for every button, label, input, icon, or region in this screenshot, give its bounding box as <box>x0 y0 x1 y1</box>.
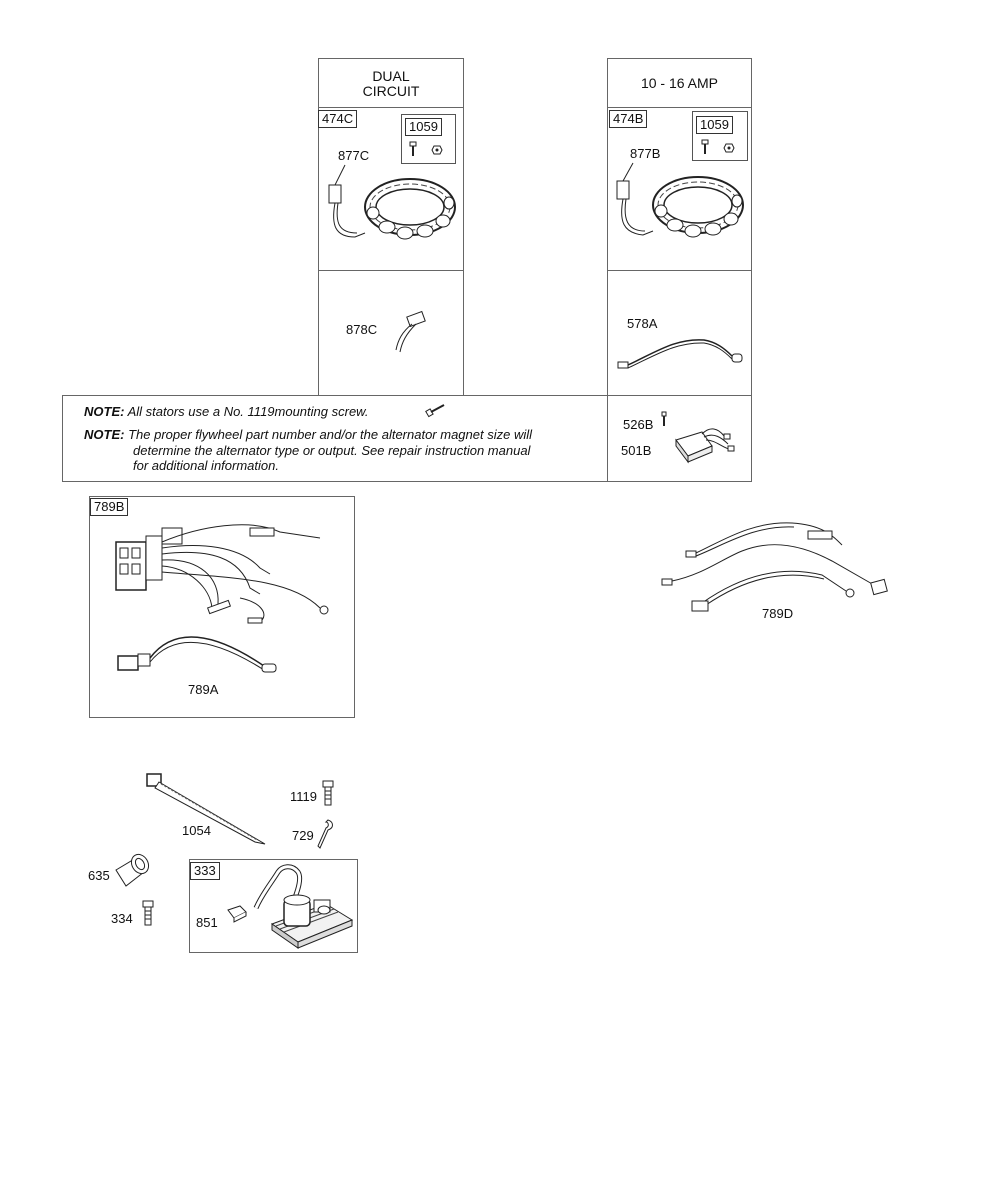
note-1-prefix: NOTE: <box>84 404 125 419</box>
clip-729-label: 729 <box>292 828 314 843</box>
lead-578a-icon <box>616 334 746 374</box>
note-2-line2: determine the alternator type or output. See repair instruction manual <box>133 443 531 458</box>
lead-878c-icon <box>392 308 436 354</box>
hardware-1059-label-amp: 1059 <box>696 116 733 134</box>
connector-877c-label: 877C <box>338 148 370 163</box>
harness-789d-label: 789D <box>762 606 794 621</box>
note-2-line3: for additional information. <box>133 458 279 473</box>
clip-851-icon <box>226 904 248 924</box>
harness-789d-icon <box>662 515 902 615</box>
amp-header: 10 - 16 AMP <box>640 75 719 91</box>
harness-789a-label: 789A <box>188 682 219 697</box>
grommet-635-icon <box>110 852 156 888</box>
lead-878c-box <box>318 270 464 396</box>
hardware-1059-label-dual: 1059 <box>405 118 442 136</box>
ignition-coil-icon <box>248 864 354 948</box>
note-1-text: All stators use a No. 1119mounting screw. <box>127 404 369 419</box>
lead-578a-box <box>607 270 752 396</box>
screw-1119-label: 1119 <box>290 789 317 804</box>
clip-729-icon <box>314 818 336 852</box>
stator-474b-label: 474B <box>609 110 647 128</box>
dual-circuit-header-line1: DUAL <box>372 68 410 84</box>
dual-circuit-header <box>318 69 464 99</box>
regulator-icon <box>662 410 742 470</box>
lead-878c-label: 878C <box>346 322 378 337</box>
note-1 <box>84 404 368 419</box>
regulator-501b-label: 501B <box>621 443 652 458</box>
hardware-screw-nut-icon-amp <box>700 138 740 158</box>
hardware-screw-nut-icon <box>408 140 448 160</box>
harness-789a-icon <box>114 628 284 678</box>
note-2-prefix: NOTE: <box>84 427 125 442</box>
screw-334-label: 334 <box>111 911 133 926</box>
stator-ring-icon <box>325 165 457 255</box>
cable-tie-1054-label: 1054 <box>182 823 211 838</box>
screw-526b-label: 526B <box>623 417 654 432</box>
screw-1119-icon <box>322 780 334 806</box>
ignition-coil-333-label: 333 <box>190 862 220 880</box>
grommet-635-label: 635 <box>88 868 110 883</box>
screw-334-icon <box>142 900 154 926</box>
lead-578a-label: 578A <box>627 316 658 331</box>
stator-ring-icon-amp <box>613 163 745 253</box>
clip-851-label: 851 <box>196 915 218 930</box>
connector-877b-label: 877B <box>630 146 661 161</box>
note-2-line1: The proper flywheel part number and/or the alternator magnet size will <box>128 427 533 442</box>
note-2 <box>84 427 532 442</box>
stator-474c-label: 474C <box>318 110 357 128</box>
mounting-screw-icon <box>426 402 446 418</box>
harness-789b-label: 789B <box>90 498 128 516</box>
dual-circuit-header-line2: CIRCUIT <box>362 83 420 99</box>
